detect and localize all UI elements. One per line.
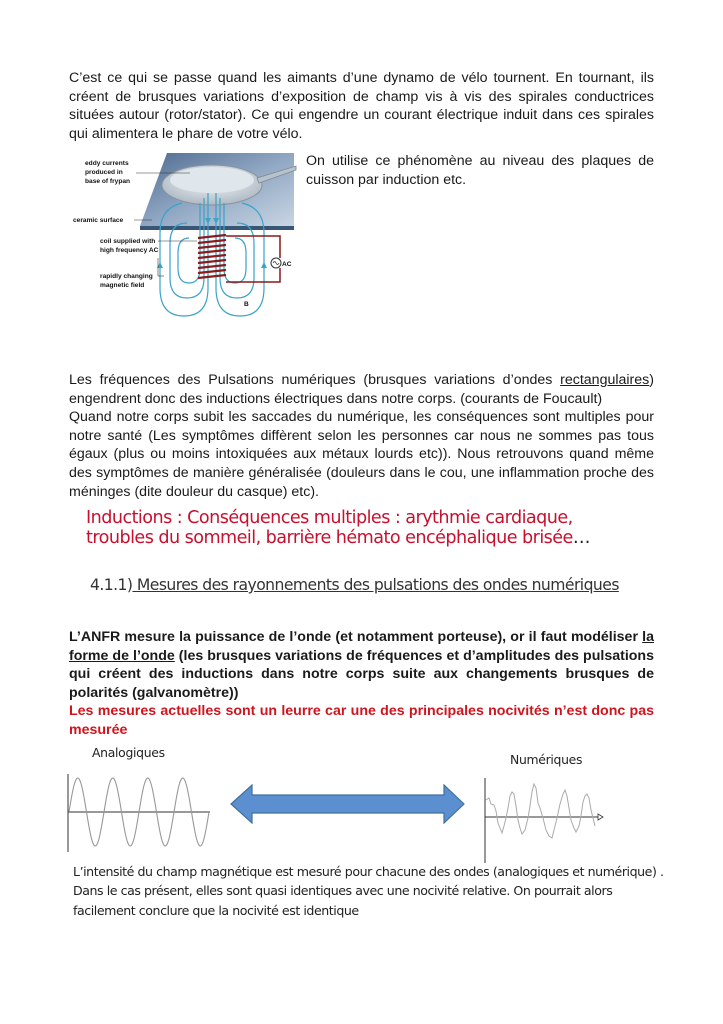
digital-axis-arrowhead bbox=[598, 814, 603, 820]
paragraph-dynamo: C’est ce qui se passe quand les aimants d’une dynamo de vélo tournent. En tournant, ils créent de brusques variations d’exposition de champ vis à vis des spirales conductrices situées autour (rotor/stator). Ce qui engendre un courant électrique induit dans ces spirales qui alimentera le phare de votre vélo. bbox=[69, 70, 654, 142]
paragraph-anfr bbox=[69, 628, 654, 740]
label-coil-2: high frequency AC bbox=[100, 247, 159, 254]
anfr-red-text: Les mesures actuelles sont un leurre car une des principales nocivités n’est donc pas mesurée bbox=[69, 703, 654, 738]
label-coil-1: coil supplied with bbox=[100, 238, 156, 245]
pulsations-text-1: Les fréquences des Pulsations numériques (brusques variations d’ondes bbox=[69, 372, 561, 388]
label-digital: Numériques bbox=[510, 752, 583, 767]
digital-noisy-wave bbox=[486, 784, 595, 838]
label-ac: AC bbox=[282, 261, 292, 268]
label-eddy-3: base of frypan bbox=[85, 178, 131, 185]
induction-diagram-svg bbox=[72, 148, 298, 320]
anfr-text-1: L’ANFR mesure la puissance de l’onde (et notamment porteuse), or il faut modéliser bbox=[69, 629, 643, 645]
analog-wave-graph bbox=[64, 772, 214, 852]
red-heading-ellipsis: … bbox=[572, 528, 590, 548]
label-b: B bbox=[244, 301, 249, 308]
double-arrow-shape bbox=[231, 785, 464, 823]
red-heading-consequences bbox=[86, 508, 686, 548]
pulsations-text-3: Quand notre corps subit les saccades du numérique, les conséquences sont multiples pour notre santé (Les symptômes diffèrent selon les personnes car nous ne sommes pas tous égaux (plus ou moins intoxiquées aux métaux lourds etc)). Nous retrouvons quand même des symptômes de manière généralisée (douleurs dans le cou, une inflammation proche des méninges (dite douleur du casque) etc). bbox=[69, 409, 654, 500]
label-ceramic: ceramic surface bbox=[73, 217, 124, 224]
label-eddy-1: eddy currents bbox=[85, 160, 129, 167]
induction-diagram bbox=[72, 148, 298, 320]
paragraph-induction-cooking: On utilise ce phénomène au niveau des plaques de cuisson par induction etc. bbox=[306, 153, 654, 188]
section-heading bbox=[90, 575, 670, 595]
anfr-text-2: (les brusques variations de fréquences et d’amplitudes des pulsations qui créent des inductions dans notre corps suite aux changements brusques de polarités (galvanomètre)) bbox=[69, 647, 654, 701]
red-heading-line-1: Inductions : Conséquences multiples : arythmie cardiaque, bbox=[86, 508, 573, 528]
double-arrow bbox=[228, 784, 468, 824]
label-eddy-2: produced in bbox=[85, 169, 123, 176]
section-title: Mesures des rayonnements des pulsations des ondes numériques bbox=[132, 576, 619, 594]
label-field-1: rapidly changing bbox=[100, 273, 153, 280]
paragraph-pulsations bbox=[69, 371, 654, 501]
red-heading-line-2: troubles du sommeil, barrière hémato encéphalique brisée bbox=[86, 528, 573, 548]
anfr-underlined: la forme de l’onde bbox=[69, 629, 654, 664]
pulsations-text-2: ) engendrent donc des inductions électriques dans notre corps. (courants de Foucault) bbox=[69, 372, 654, 407]
coil bbox=[197, 234, 281, 286]
label-analog: Analogiques bbox=[92, 745, 165, 760]
digital-wave-graph bbox=[479, 778, 604, 863]
paragraph-conclusion: L’intensité du champ magnétique est mesuré pour chacune des ondes (analogiques et numérique) . Dans le cas présent, elles sont quasi identiques avec une nocivité relative. On pourrait alors facilement conclure que la nocivité est identique bbox=[73, 864, 664, 918]
section-number: 4.1.1) bbox=[90, 576, 133, 594]
pulsations-underlined: rectangulaires bbox=[560, 372, 650, 388]
label-field-2: magnetic field bbox=[100, 282, 145, 289]
